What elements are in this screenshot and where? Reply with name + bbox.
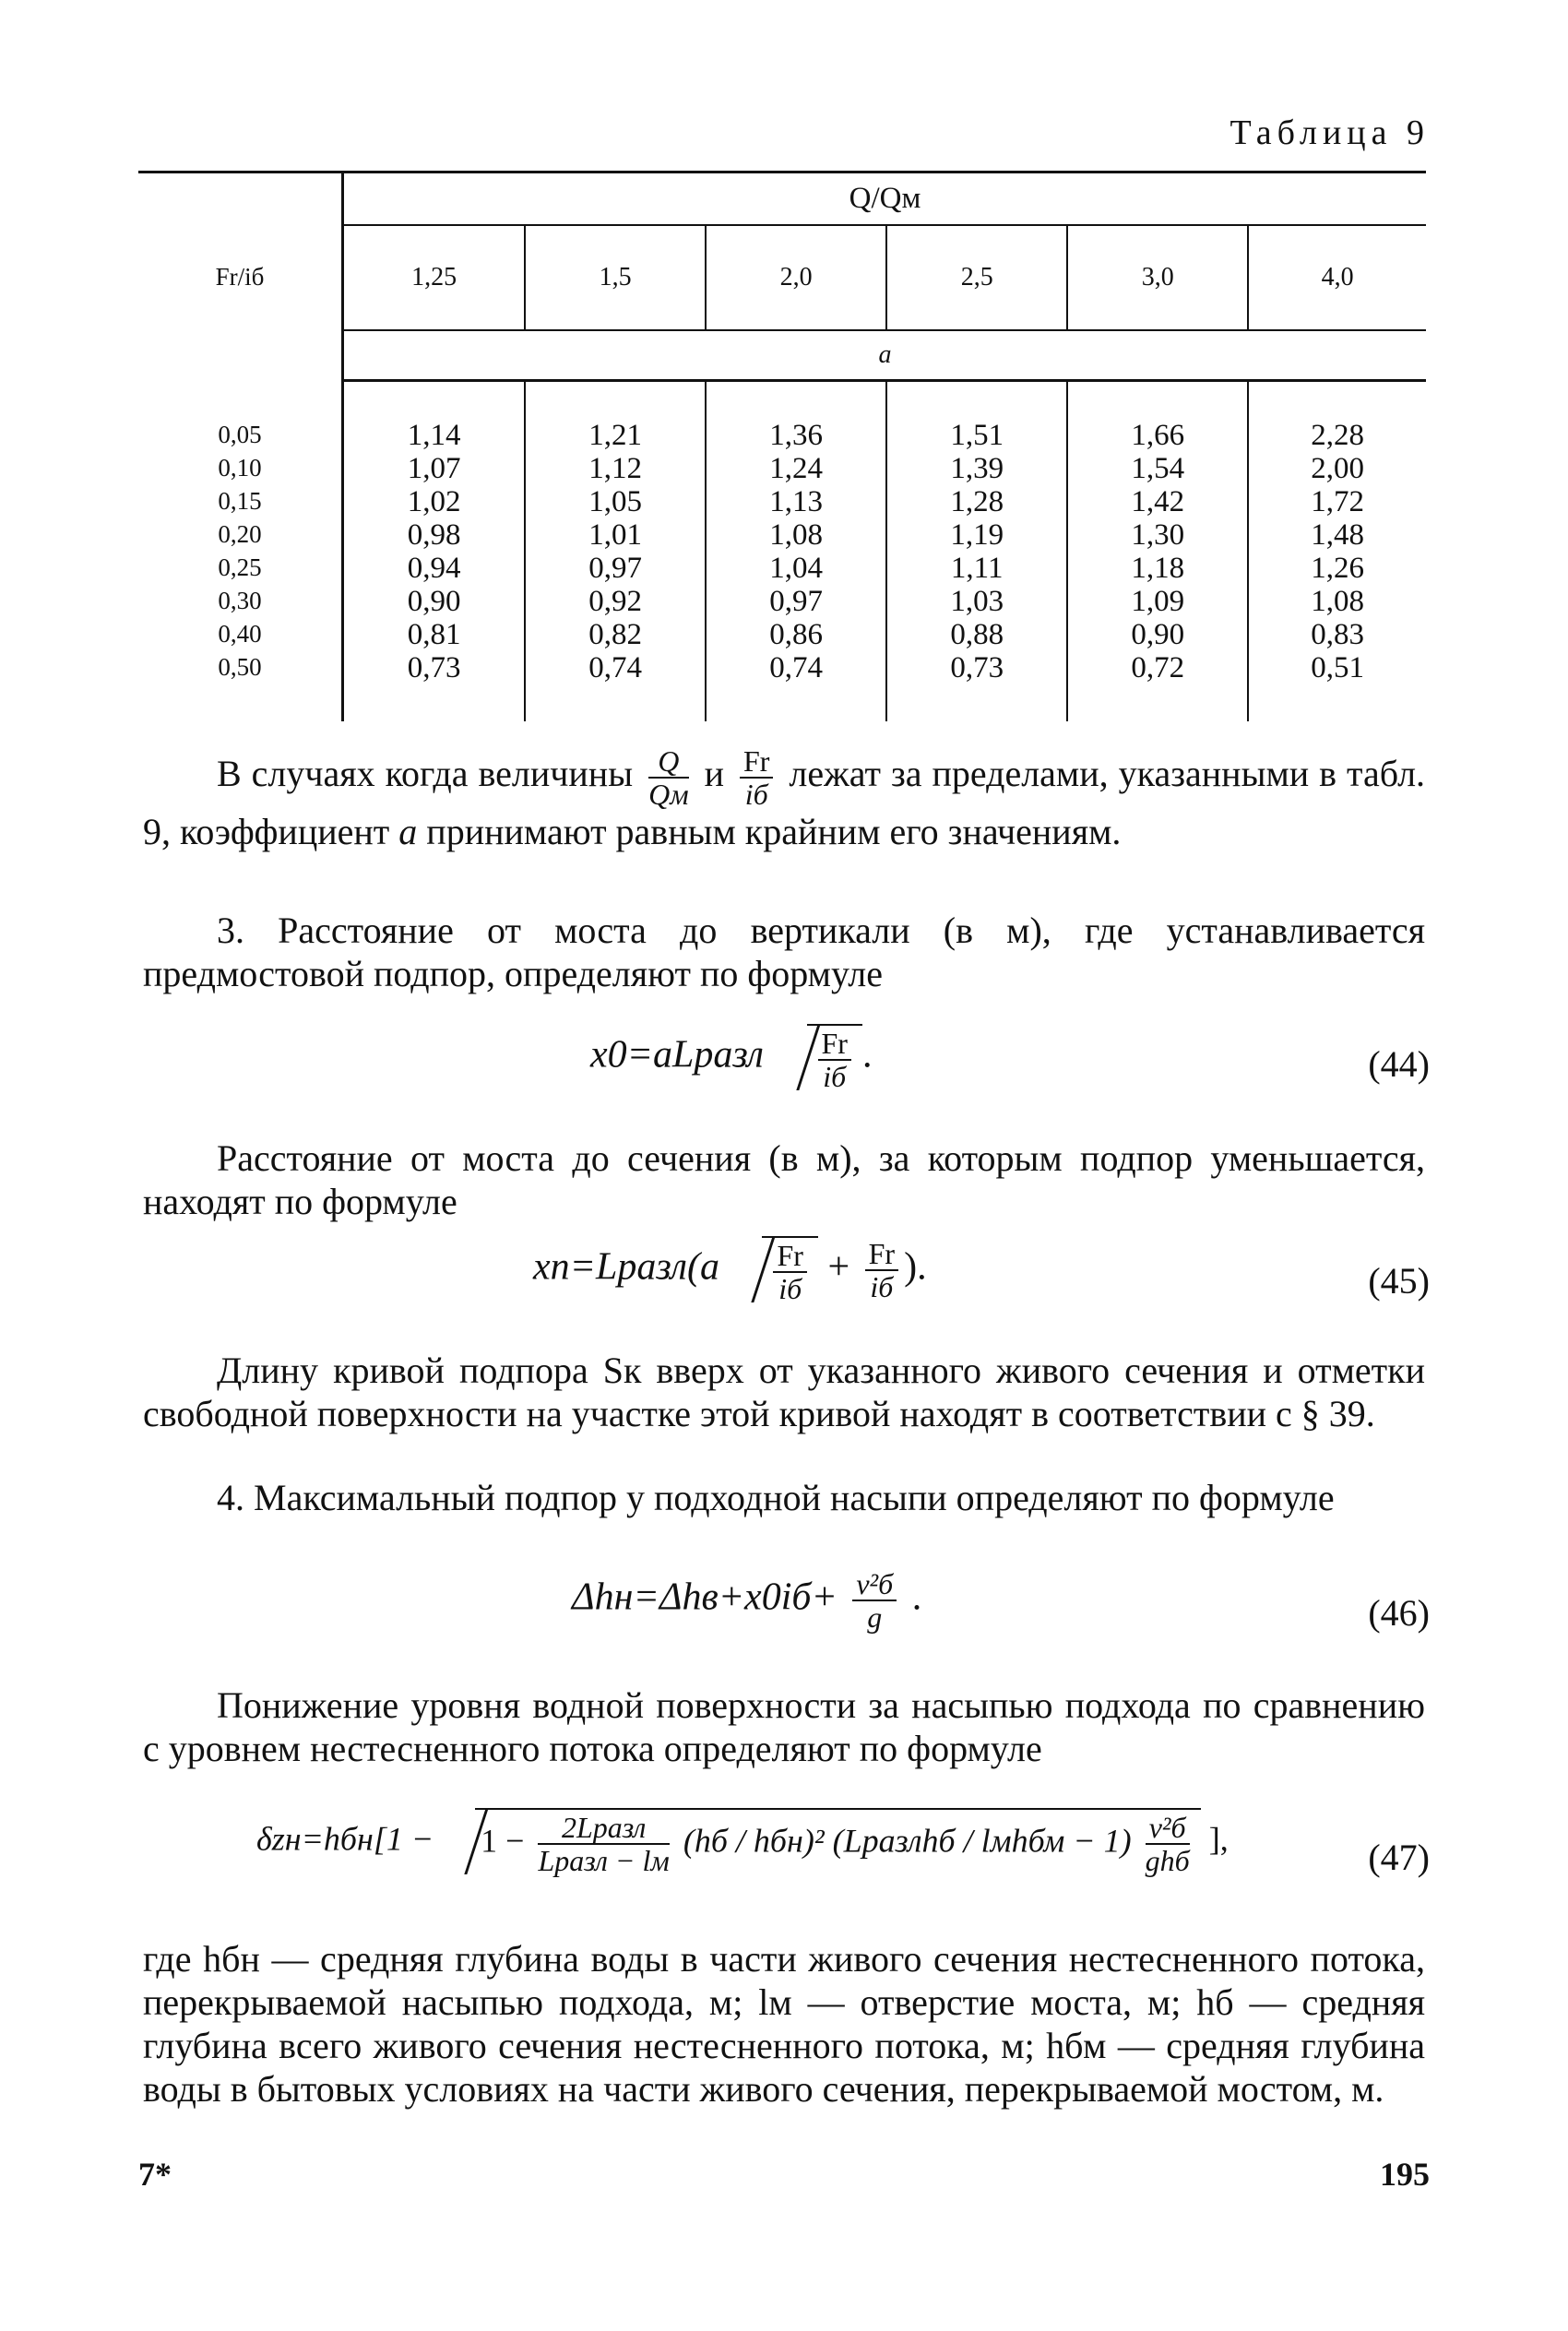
table-cell: 1,36	[769, 419, 824, 452]
fraction-fr-ib: $\frac{Fr}{iб}$	[740, 745, 773, 810]
table-cell: 0,40	[218, 619, 262, 648]
table-cell: 0,51	[1311, 651, 1364, 684]
table-cell: 1,19	[950, 518, 1004, 552]
table-cell: 1,13	[769, 485, 824, 518]
table-cell: 0,30	[218, 586, 262, 614]
table-cell: 0,74	[588, 651, 643, 684]
table-cell: 0,05	[218, 420, 262, 448]
table-cell: 1,51	[950, 419, 1004, 452]
table-col-4-0	[1248, 381, 1426, 722]
page-number: 195	[1380, 2156, 1430, 2193]
table-cell: 0,50	[218, 652, 262, 681]
col-header: 1,25	[411, 263, 457, 291]
formula-45: xп=Lразл(a $\frac{Fr}{iб}$ + $\frac{Fr}{iб}$ ).	[533, 1237, 927, 1305]
fraction-q-qm: $\frac{Q}{Qм}$	[648, 744, 689, 811]
row-header: Fr/iб	[138, 172, 343, 381]
col-header: 3,0	[1067, 225, 1248, 330]
table-cell: 1,05	[588, 485, 643, 518]
equation-number-44: (44)	[1368, 1043, 1430, 1085]
signature-mark: 7*	[138, 2156, 172, 2193]
table-cell: 1,42	[1131, 485, 1185, 518]
data-table	[138, 171, 1426, 721]
equation-number-45: (45)	[1368, 1260, 1430, 1302]
col-header: 2,0	[706, 225, 886, 330]
table-cell: 0,92	[588, 585, 643, 618]
table-cell: 1,07	[407, 452, 461, 485]
table-cell: 0,20	[218, 519, 262, 548]
table-cell: 1,14	[407, 419, 461, 452]
equation-number-47: (47)	[1368, 1837, 1430, 1878]
table-cell: 1,21	[588, 419, 643, 452]
table-cell: 1,12	[588, 452, 643, 485]
formula-47: δzн=hбн[1 − 1 − $\frac{\text{2Lразл}}{\text{Lразл − lм}}$ (hб / hбн)² (Lразлhб / lмhбм − 1) $\frac{\text{v²б}}{\text{ghб}}$ ],	[256, 1808, 1229, 1876]
table-col-3-0	[1067, 381, 1248, 722]
paragraph-6: Понижение уровня водной поверхности за насыпью подхода по сравнению с уровнем нестесненного потока определяют по формуле	[143, 1684, 1425, 1769]
table-col-2-0	[706, 381, 886, 722]
table-cell: 1,08	[1311, 585, 1364, 618]
p1-text-c: принимают равным крайним его значениям.	[426, 811, 1122, 852]
table-cell: 0,94	[407, 552, 461, 585]
table-cell: 0,90	[1131, 618, 1185, 651]
table-cell: 2,00	[1311, 452, 1364, 485]
table-cell: 1,28	[950, 485, 1004, 518]
table-cell: 1,02	[407, 485, 461, 518]
table-cell: 0,98	[407, 518, 461, 552]
paragraph-1	[143, 745, 1425, 853]
paragraph-5: 4. Максимальный подпор у подходной насыпи определяют по формуле	[217, 1477, 1335, 1518]
table-cell: 1,03	[950, 585, 1004, 618]
table-cell: 0,15	[218, 486, 262, 515]
table-cell: 0,25	[218, 553, 262, 581]
table-caption: Таблица 9	[1229, 113, 1430, 152]
table-cell: 1,39	[950, 452, 1004, 485]
table-cell: 2,28	[1311, 419, 1364, 452]
p1-symbol-a: a	[398, 811, 418, 852]
table-cell: 1,66	[1131, 419, 1185, 452]
table-body-row	[138, 381, 1426, 722]
table-cell: 0,90	[407, 585, 461, 618]
paragraph-7: где hбн — средняя глубина воды в части живого сечения нестесненного потока, перекрываемой насыпью подхода, м; lм — отверстие моста, м; hб — средняя глубина всего живого сечения нестесненного потока, м; hбм — средняя глубина воды в бытовых условиях на части живого сечения, перекрываемой мостом, м.	[143, 1938, 1425, 2110]
table-header-row-group	[138, 172, 1426, 226]
table-cell: 0,82	[588, 618, 643, 651]
table-cell: 0,74	[769, 651, 824, 684]
table-cell: 0,88	[950, 618, 1004, 651]
col-header: 2,5	[886, 225, 1067, 330]
table-cell: 0,73	[407, 651, 461, 684]
table-cell: 1,01	[588, 518, 643, 552]
table-cell: 1,18	[1131, 552, 1185, 585]
table-cell: 1,54	[1131, 452, 1185, 485]
table-cell: 0,10	[218, 453, 262, 482]
p1-text-b: лежат за пределами, указанными в табл. 9, коэффициент	[143, 753, 1426, 852]
table-col-1-5	[525, 381, 706, 722]
group-header: Q/Qм	[343, 172, 1427, 226]
table-cell: 1,24	[769, 452, 824, 485]
table-cell: 0,97	[588, 552, 643, 585]
col-header: 4,0	[1248, 225, 1426, 330]
table-col-1-25	[343, 381, 526, 722]
table-cell: 1,09	[1131, 585, 1185, 618]
table-cell: 1,04	[769, 552, 824, 585]
table-cell: 1,11	[950, 552, 1004, 585]
p1-text-a: В случаях когда величины	[217, 753, 634, 795]
table-cell: 1,72	[1311, 485, 1364, 518]
table-cell: 0,72	[1131, 651, 1185, 684]
table-cell: 0,81	[407, 618, 461, 651]
table-cell: 0,73	[950, 651, 1004, 684]
table-cell: 0,86	[769, 618, 824, 651]
col-header: 1,5	[525, 225, 706, 330]
coef-label: a	[343, 330, 1427, 381]
p1-and: и	[704, 753, 724, 795]
table-cell: 0,97	[769, 585, 824, 618]
table-cell: 0,83	[1311, 618, 1364, 651]
formula-44: x0=aLразл $\frac{Fr}{iб}$ .	[590, 1024, 872, 1092]
paragraph-2: 3. Расстояние от моста до вертикали (в м), где устанавливается предмостовой подпор, определяют по формуле	[143, 910, 1425, 994]
table-cell: 1,30	[1131, 518, 1185, 552]
equation-number-46: (46)	[1368, 1592, 1430, 1634]
paragraph-3: Расстояние от моста до сечения (в м), за которым подпор уменьшается, находят по формуле	[143, 1137, 1425, 1222]
table-cell: 1,48	[1311, 518, 1364, 552]
paragraph-4: Длину кривой подпора Sк вверх от указанного живого сечения и отметки свободной поверхности на участке этой кривой находят в соответствии с § 39.	[143, 1350, 1425, 1434]
table-col-fr	[138, 381, 343, 722]
table-cell: 1,08	[769, 518, 824, 552]
table-cell: 1,26	[1311, 552, 1364, 585]
formula-46: Δhн=Δhв+x0iб+ $\frac{\text{v²б}}{g}$ .	[572, 1567, 922, 1634]
table-col-2-5	[886, 381, 1067, 722]
